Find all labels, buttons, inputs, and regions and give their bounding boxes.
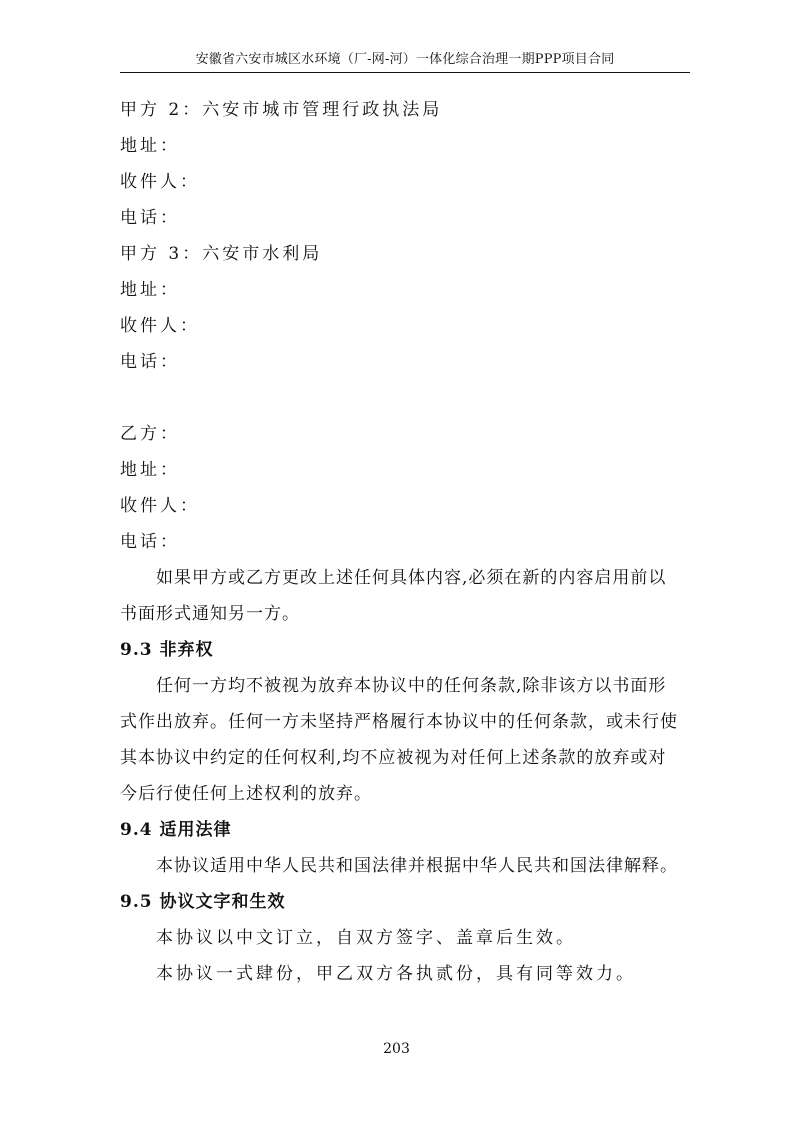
party-a3-address: 地址：: [120, 280, 180, 300]
party-a2-phone: 电话：: [120, 208, 180, 228]
section-9-3-heading: 9.3 非弃权: [120, 640, 214, 660]
party-a3-phone: 电话：: [120, 352, 180, 372]
party-b-phone: 电话：: [120, 532, 180, 552]
section-9-5-line: 本协议以中文订立，自双方签字、盖章后生效。: [156, 928, 576, 948]
party-a3-recipient: 收件人：: [120, 316, 200, 336]
party-a2-name: 甲方 2：六安市城市管理行政执法局: [120, 100, 443, 120]
section-9-4-heading: 9.4 适用法律: [120, 820, 232, 840]
blank-spacer: [120, 380, 695, 416]
section-9-3-line: 任何一方均不被视为放弃本协议中的任何条款,除非该方以书面形: [156, 676, 667, 696]
notice-paragraph-line: 书面形式通知另一方。: [120, 604, 300, 624]
party-b-recipient: 收件人：: [120, 496, 200, 516]
section-9-3-line: 式作出放弃。任何一方未坚持严格履行本协议中的任何条款，或未行使: [120, 712, 678, 732]
party-b-address: 地址：: [120, 460, 180, 480]
section-9-3-line: 今后行使任何上述权利的放弃。: [120, 784, 372, 804]
party-a2-recipient: 收件人：: [120, 172, 200, 192]
party-a3-name: 甲方 3：六安市水利局: [120, 244, 323, 264]
party-a2-address: 地址：: [120, 136, 180, 156]
section-9-3-line: 其本协议中约定的任何权利,均不应被视为对任何上述条款的放弃或对: [120, 748, 667, 768]
notice-paragraph-line: 如果甲方或乙方更改上述任何具体内容,必须在新的内容启用前以: [156, 568, 667, 588]
header-rule: [120, 72, 690, 73]
page-number: 203: [383, 1041, 410, 1057]
document-body: [120, 92, 695, 992]
section-9-5-line: 本协议一式肆份，甲乙双方各执贰份，具有同等效力。: [156, 964, 636, 984]
section-9-4-line: 本协议适用中华人民共和国法律并根据中华人民共和国法律解释。: [156, 856, 678, 876]
party-b-name: 乙方：: [120, 424, 180, 444]
running-header: 安徽省六安市城区水环境（厂-网-河）一体化综合治理一期PPP项目合同: [195, 52, 615, 67]
section-9-5-heading: 9.5 协议文字和生效: [120, 892, 286, 912]
